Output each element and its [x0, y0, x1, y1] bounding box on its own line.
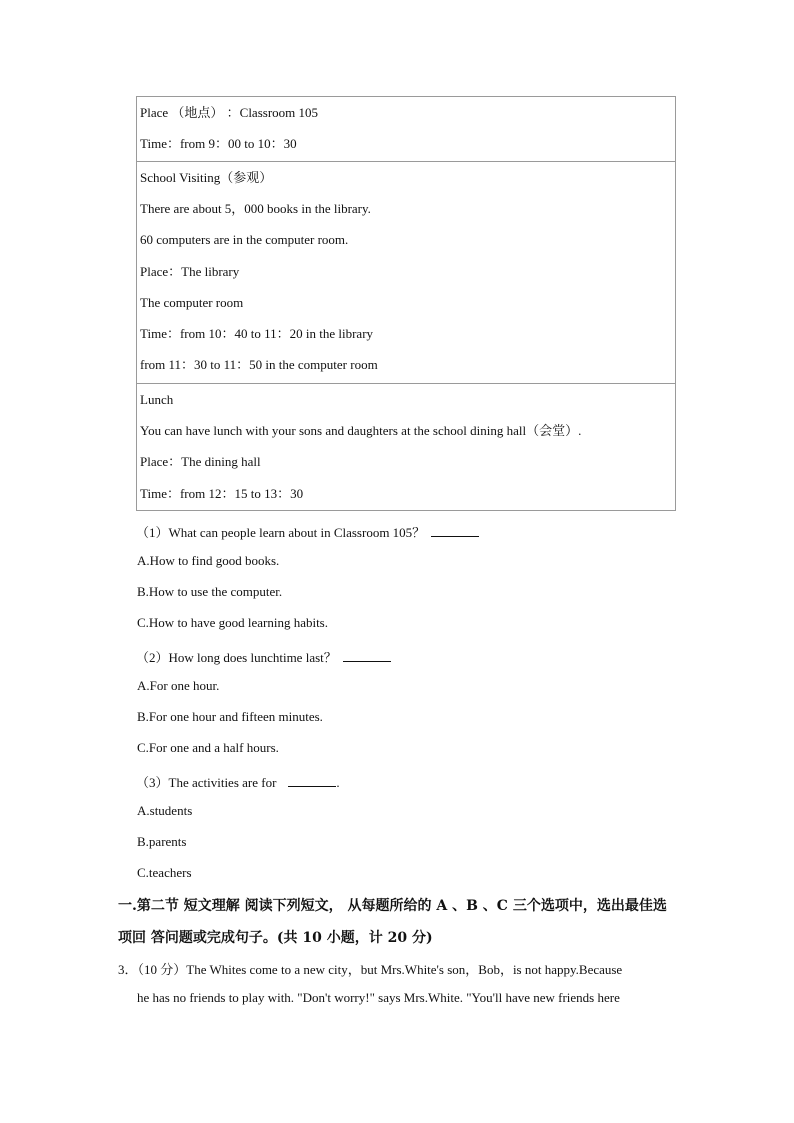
table-cell-classroom: [137, 97, 676, 162]
row2-time2: from 11：30 to 11：50 in the computer room: [140, 357, 378, 373]
question-2-text: （2）How long does lunchtime last？: [136, 650, 337, 665]
question-1-option-b: B.How to use the computer.: [137, 584, 283, 599]
row1-time: Time：from 9：00 to 10：30: [140, 136, 297, 152]
question-3-stem: [136, 772, 340, 791]
question-3-period: .: [336, 775, 340, 790]
row2-computers: 60 computers are in the computer room.: [140, 232, 349, 248]
question-1-text: （1）What can people learn about in Classroom 105？: [136, 525, 426, 540]
question-3-text: （3）The activities are for: [136, 775, 277, 790]
table-row: [137, 384, 676, 511]
question-2-option-c: C.For one and a half hours.: [137, 740, 279, 755]
answer-blank: [343, 650, 391, 662]
passage-line-1: 3．（10 分）The Whites come to a new city，but Mrs.White's son，Bob，is not happy.Because: [118, 962, 623, 977]
question-2-stem: [136, 647, 391, 666]
section-heading-line1: 一.第二节 短文理解 阅读下列短文， 从每题所给的 A 、B 、C 三个选项中，选出最佳选: [118, 898, 667, 914]
row2-books: There are about 5，000 books in the library.: [140, 201, 371, 217]
answer-blank: [431, 525, 479, 537]
question-3-option-a: A.students: [137, 803, 193, 818]
question-2-option-b: B.For one hour and fifteen minutes.: [137, 709, 323, 724]
passage-line-2: he has no friends to play with. "Don't worry!" says Mrs.White. "You'll have new friends here: [137, 990, 620, 1005]
row3-time: Time：from 12：15 to 13：30: [140, 485, 304, 501]
row2-place2: The computer room: [140, 294, 244, 310]
table-row: [137, 97, 676, 162]
question-1-option-c: C.How to have good learning habits.: [137, 615, 328, 630]
question-1-stem: [136, 522, 479, 541]
schedule-table: [136, 96, 676, 511]
row2-time: Time：from 10：40 to 11：20 in the library: [140, 325, 374, 341]
question-1-option-a: A.How to find good books.: [137, 553, 280, 568]
row3-desc: You can have lunch with your sons and daughters at the school dining hall（会堂）.: [140, 423, 582, 439]
row2-place: Place：The library: [140, 263, 240, 279]
row3-place: Place：The dining hall: [140, 454, 261, 470]
table-cell-lunch: [137, 384, 676, 511]
table-row: [137, 162, 676, 384]
row3-title: Lunch: [140, 392, 174, 407]
table-cell-school-visiting: [137, 162, 676, 384]
question-3-option-c: C.teachers: [137, 865, 192, 880]
section-heading-line2: 项回 答问题或完成句子。(共 10 小题，计 20 分): [118, 930, 433, 946]
row1-place: Place （地点） ：Classroom 105: [140, 105, 319, 120]
question-2-option-a: A.For one hour.: [137, 678, 220, 693]
question-3-option-b: B.parents: [137, 834, 187, 849]
answer-blank: [288, 775, 336, 787]
row2-title: School Visiting（参观）: [140, 170, 273, 185]
